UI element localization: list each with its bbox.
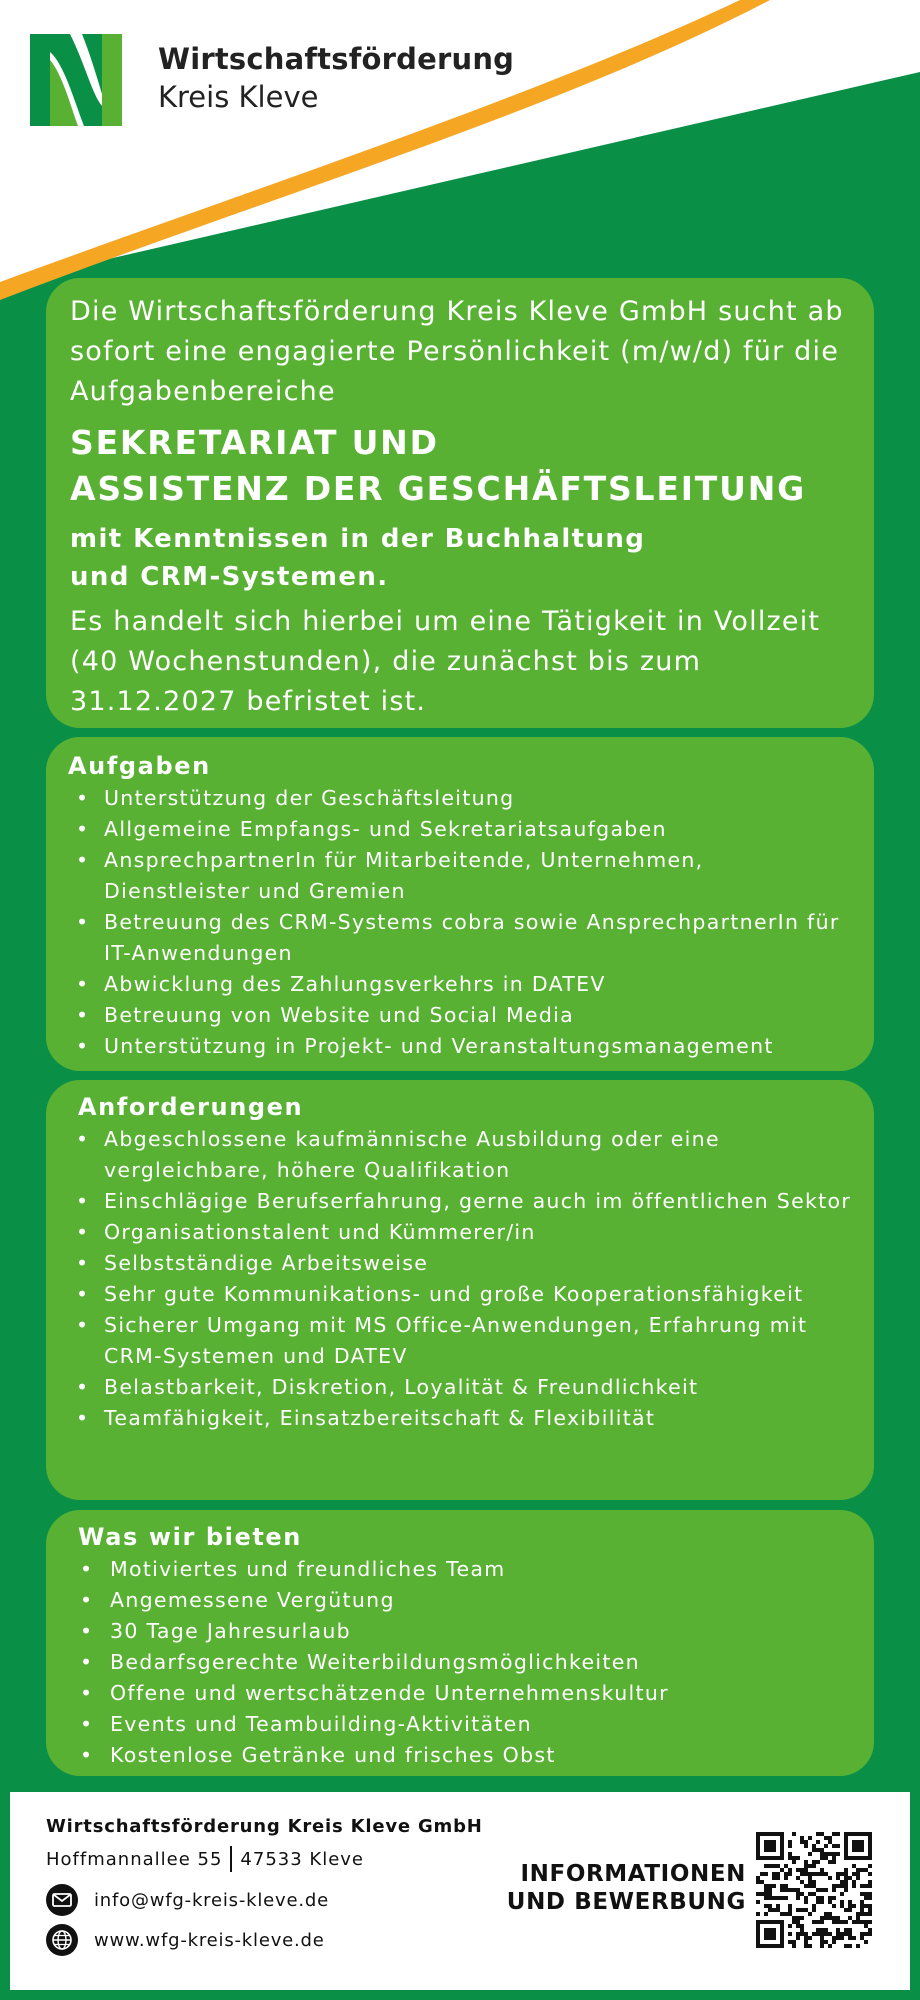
job-subtitle-line1: mit Kenntnissen in der Buchhaltung — [70, 524, 646, 554]
benefits-list — [68, 1554, 854, 1771]
list-item: • Selbstständige Arbeitsweise — [68, 1248, 854, 1279]
job-subtitle — [70, 520, 850, 596]
tasks-card — [46, 737, 874, 1071]
mail-icon — [46, 1884, 78, 1916]
list-item: • Belastbarkeit, Diskretion, Loyalität & Freundlichkeit — [68, 1372, 854, 1403]
job-subtitle-line2: und CRM-Systemen. — [70, 562, 389, 592]
website-contact[interactable] — [46, 1924, 325, 1956]
requirements-list — [68, 1124, 854, 1434]
job-title-line2: ASSISTENZ DER GESCHÄFTSLEITUNG — [70, 469, 807, 508]
cta-line1: INFORMATIONEN — [520, 1861, 746, 1887]
tasks-title: Aufgaben — [68, 752, 211, 780]
website-link[interactable]: www.wfg-kreis-kleve.de — [94, 1929, 325, 1951]
list-item: • Betreuung von Website und Social Media — [68, 1000, 854, 1031]
list-item: • Kostenlose Getränke und frisches Obst — [68, 1740, 854, 1771]
list-item: • Unterstützung in Projekt- und Veranstaltungsmanagement — [68, 1031, 854, 1062]
qr-code-icon[interactable] — [756, 1832, 872, 1948]
list-item: • Abgeschlossene kaufmännische Ausbildung oder eine vergleichbare, höhere Qualifikation — [68, 1124, 854, 1186]
email-contact[interactable] — [46, 1884, 329, 1916]
list-item: • 30 Tage Jahresurlaub — [68, 1616, 854, 1647]
email-link[interactable]: info@wfg-kreis-kleve.de — [94, 1889, 329, 1911]
contact-footer — [10, 1792, 910, 1990]
list-item: • Betreuung des CRM-Systems cobra sowie AnsprechpartnerIn für IT-Anwendungen — [68, 907, 854, 969]
job-title — [70, 420, 850, 512]
street: Hoffmannallee 55 — [46, 1848, 223, 1870]
benefits-card — [46, 1510, 874, 1776]
apply-call-to-action — [484, 1860, 746, 1916]
employment-details: Es handelt sich hierbei um eine Tätigkeit in Vollzeit (40 Wochenstunden), die zunächst bis zum 31.12.2027 befristet ist. — [70, 606, 821, 717]
list-item: • Bedarfsgerechte Weiterbildungsmöglichkeiten — [68, 1647, 854, 1678]
wfg-n-logo-icon — [30, 34, 122, 126]
requirements-title: Anforderungen — [78, 1093, 304, 1121]
address-divider — [230, 1846, 232, 1872]
list-item: • Unterstützung der Geschäftsleitung — [68, 783, 854, 814]
list-item: • AnsprechpartnerIn für Mitarbeitende, Unternehmen, Dienstleister und Gremien — [68, 845, 854, 907]
list-item: • Organisationstalent und Kümmerer/in — [68, 1217, 854, 1248]
brand-name-line1: Wirtschaftsförderung — [158, 42, 515, 76]
list-item: • Angemessene Vergütung — [68, 1585, 854, 1616]
tasks-list — [68, 783, 854, 1062]
list-item: • Offene und wertschätzende Unternehmenskultur — [68, 1678, 854, 1709]
brand-name — [158, 42, 514, 114]
list-item: • Events und Teambuilding-Aktivitäten — [68, 1709, 854, 1740]
intro-card — [46, 278, 874, 728]
list-item: • Motiviertes und freundliches Team — [68, 1554, 854, 1585]
list-item: • Allgemeine Empfangs- und Sekretariatsaufgaben — [68, 814, 854, 845]
city: 47533 Kleve — [240, 1848, 365, 1870]
benefits-title: Was wir bieten — [78, 1523, 302, 1551]
job-title-line1: SEKRETARIAT UND — [70, 423, 439, 462]
address — [46, 1846, 364, 1872]
list-item: • Teamfähigkeit, Einsatzbereitschaft & Flexibilität — [68, 1403, 854, 1434]
globe-icon — [46, 1924, 78, 1956]
list-item: • Sicherer Umgang mit MS Office-Anwendungen, Erfahrung mit CRM-Systemen und DATEV — [68, 1310, 854, 1372]
cta-line2: UND BEWERBUNG — [506, 1889, 746, 1915]
list-item: • Sehr gute Kommunikations- und große Kooperationsfähigkeit — [68, 1279, 854, 1310]
list-item: • Abwicklung des Zahlungsverkehrs in DATEV — [68, 969, 854, 1000]
list-item: • Einschlägige Berufserfahrung, gerne auch im öffentlichen Sektor — [68, 1186, 854, 1217]
intro-text: Die Wirtschaftsförderung Kreis Kleve GmbH sucht ab sofort eine engagierte Persönlichkeit (m/w/d) für die Aufgabenbereiche — [70, 296, 844, 407]
brand-name-line2: Kreis Kleve — [158, 80, 319, 114]
company-name: Wirtschaftsförderung Kreis Kleve GmbH — [46, 1816, 483, 1837]
requirements-card — [46, 1080, 874, 1500]
